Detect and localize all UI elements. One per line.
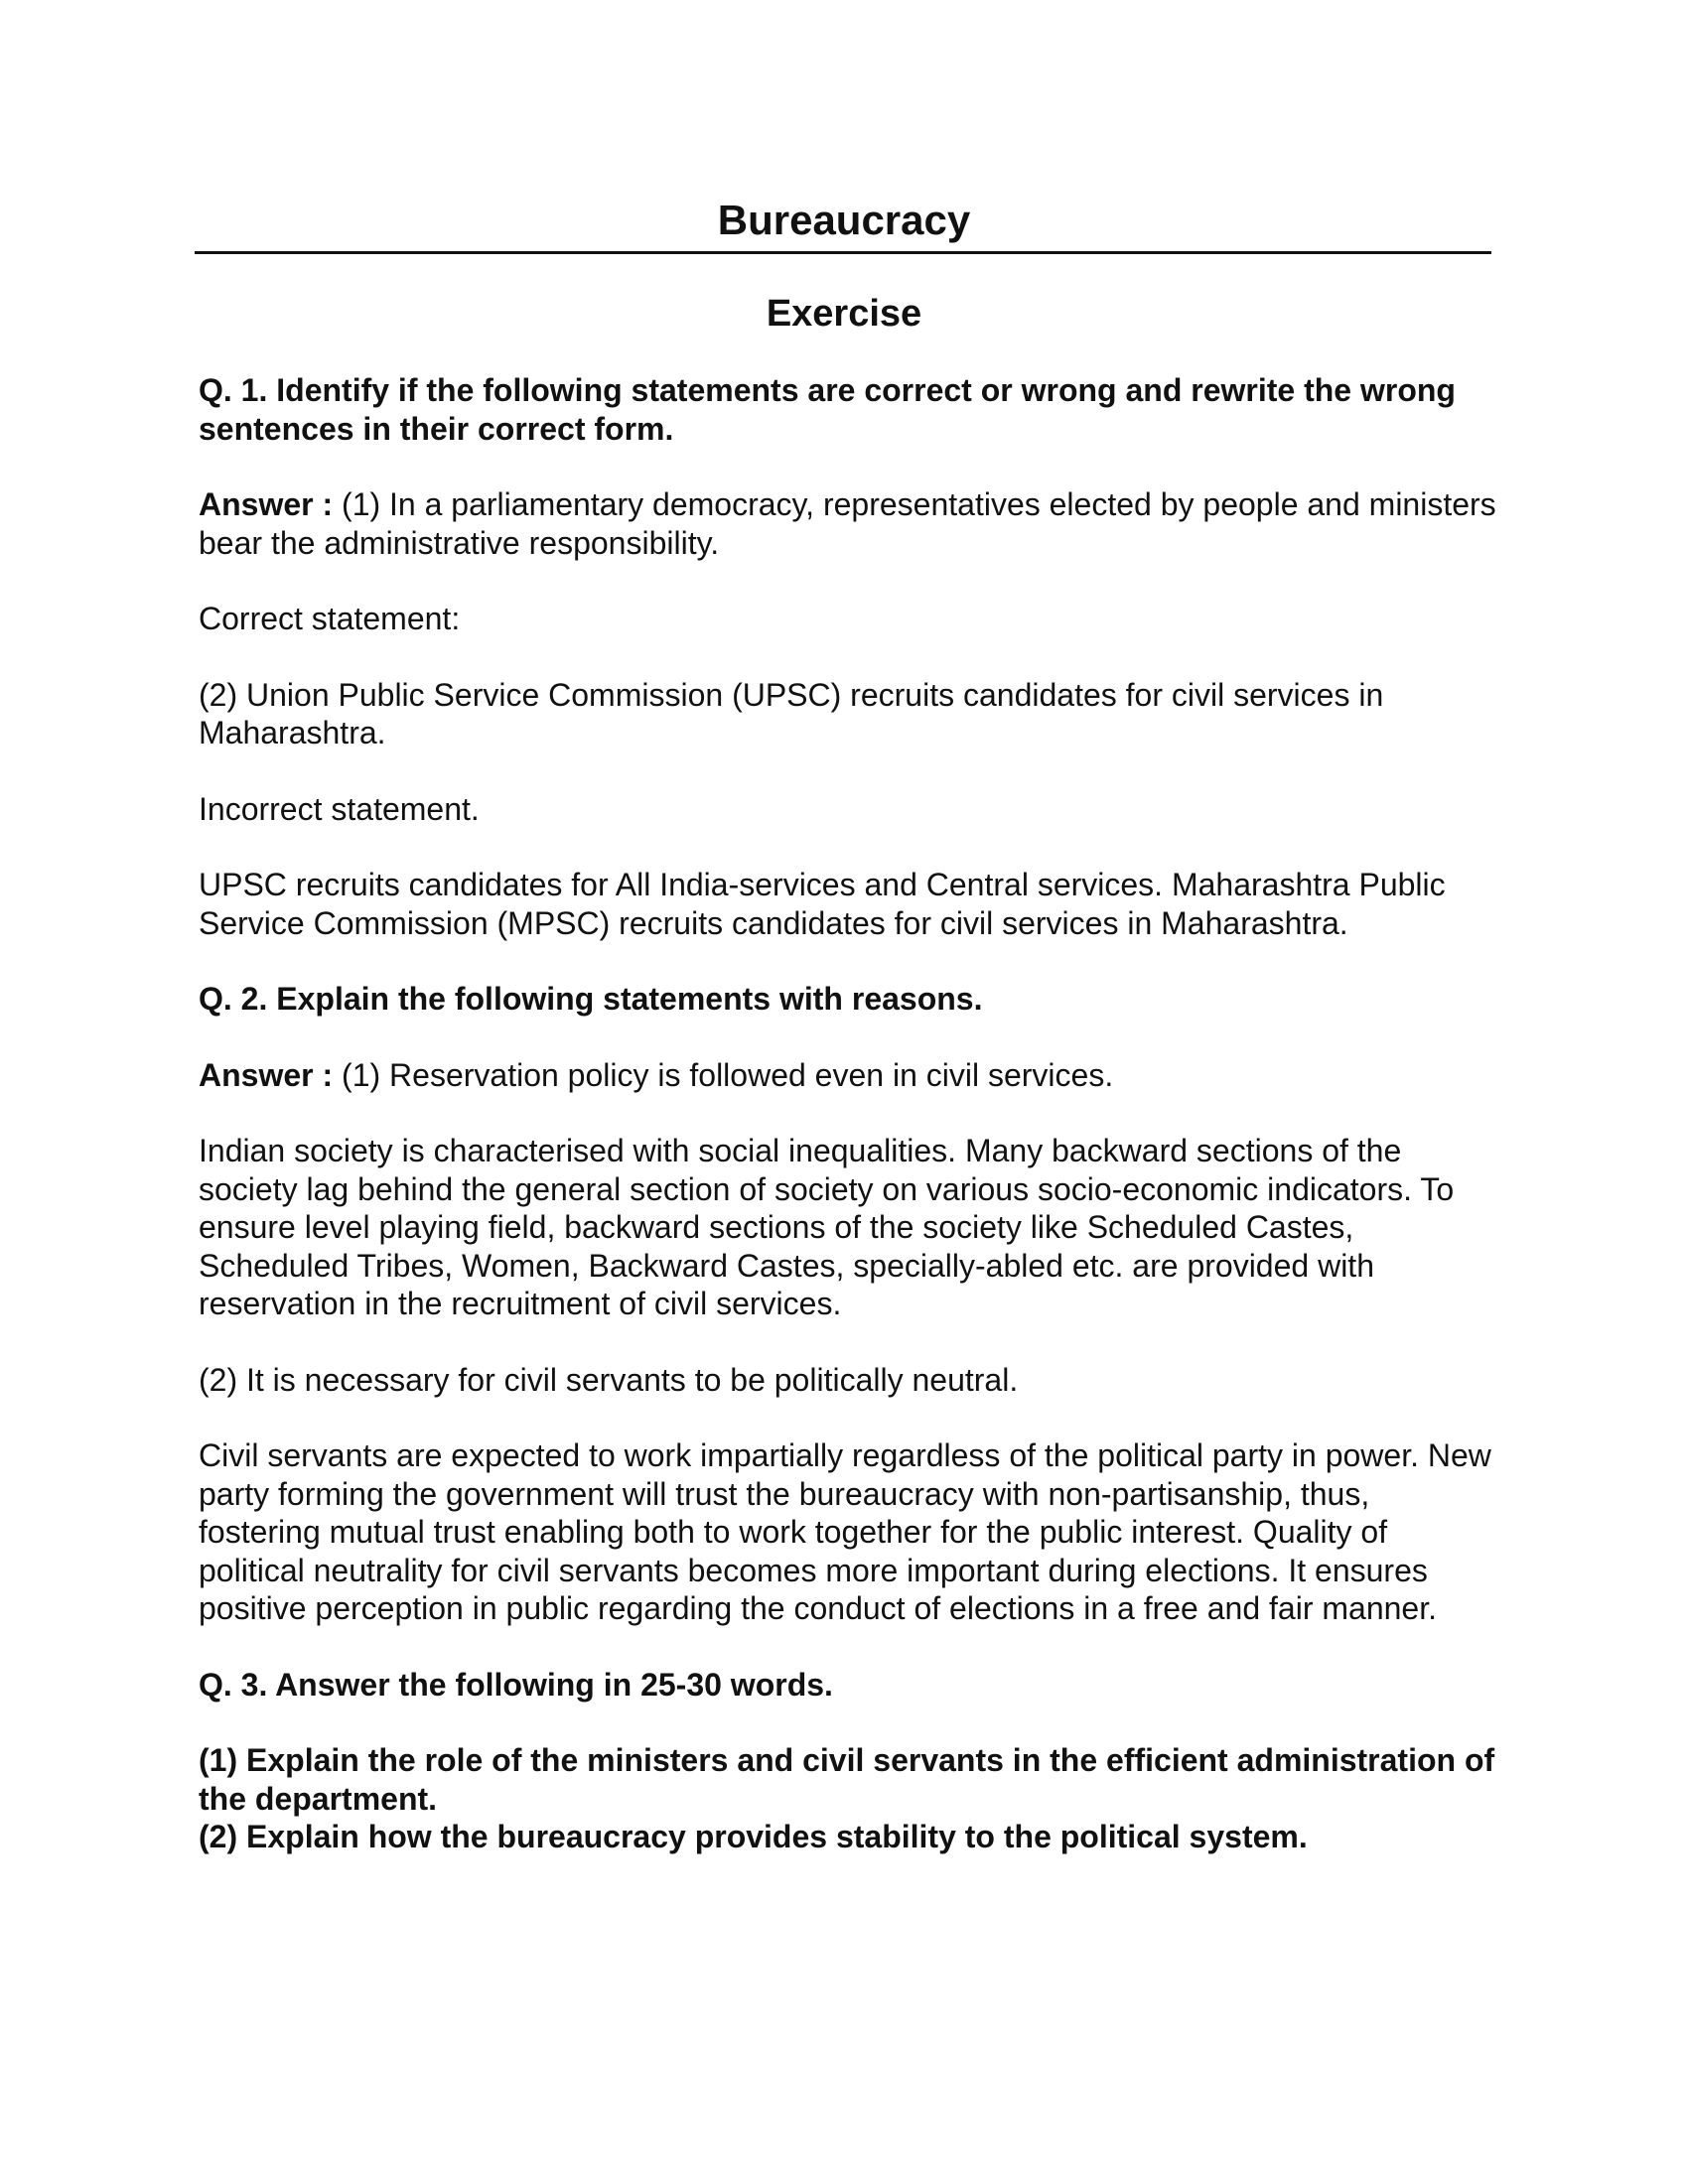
answer-label: Answer : bbox=[199, 1056, 334, 1093]
q2-answer-item-1 bbox=[199, 1056, 1499, 1095]
answer-label: Answer : bbox=[199, 486, 334, 522]
document-title: Bureaucracy bbox=[717, 197, 971, 243]
q1-answer-item-2: (2) Union Public Service Commission (UPSC) recruits candidates for civil services in Maharashtra. bbox=[199, 676, 1384, 751]
q2-item-1-text: (1) Reservation policy is followed even in civil services. bbox=[333, 1056, 1114, 1093]
section-title: Exercise bbox=[766, 293, 922, 335]
q2-item-1-reason: Indian society is characterised with social inequalities. Many backward sections of the society lag behind the general section of society on various socio-economic indicators. To ensure level playing field, backward sections of the society like Scheduled Castes, Scheduled Tribes, Women, Backward Castes, specially-abled etc. are provided with reservation in the recruitment of civil services. bbox=[199, 1133, 1455, 1321]
q2-item-2-reason: Civil servants are expected to work impartially regardless of the political party in power. New party forming the government will trust the bureaucracy with non-partisanship, thus, fostering mutual trust enabling both to work together for the public interest. Quality of political neutrality for civil servants becomes more important during elections. It ensures positive perception in public regarding the conduct of elections in a free and fair manner. bbox=[199, 1437, 1491, 1626]
title-underline bbox=[195, 251, 1491, 254]
q1-item-1-text: (1) In a parliamentary democracy, representatives elected by people and ministers bear the administrative responsibility. bbox=[199, 486, 1496, 561]
question-3: Q. 3. Answer the following in 25-30 words. bbox=[199, 1666, 833, 1703]
q1-item-2-verdict: Incorrect statement. bbox=[199, 790, 480, 827]
q1-item-1-verdict: Correct statement: bbox=[199, 601, 461, 636]
q1-item-2-correction: UPSC recruits candidates for All India-services and Central services. Maharashtra Public Service Commission (MPSC) recruits candidates for civil services in Maharashtra. bbox=[199, 867, 1446, 941]
q2-answer-item-2: (2) It is necessary for civil servants to be politically neutral. bbox=[199, 1361, 1019, 1398]
question-1: Q. 1. Identify if the following statements are correct or wrong and rewrite the wrong sentences in their correct form. bbox=[199, 372, 1456, 447]
q3-item-1: (1) Explain the role of the ministers and civil servants in the efficient administration of the department. bbox=[199, 1742, 1495, 1817]
q1-answer-item-1 bbox=[199, 485, 1499, 562]
document-body bbox=[199, 371, 1499, 1894]
question-2: Q. 2. Explain the following statements with reasons. bbox=[199, 981, 983, 1017]
q3-item-2: (2) Explain how the bureaucracy provides stability to the political system. bbox=[199, 1819, 1308, 1854]
